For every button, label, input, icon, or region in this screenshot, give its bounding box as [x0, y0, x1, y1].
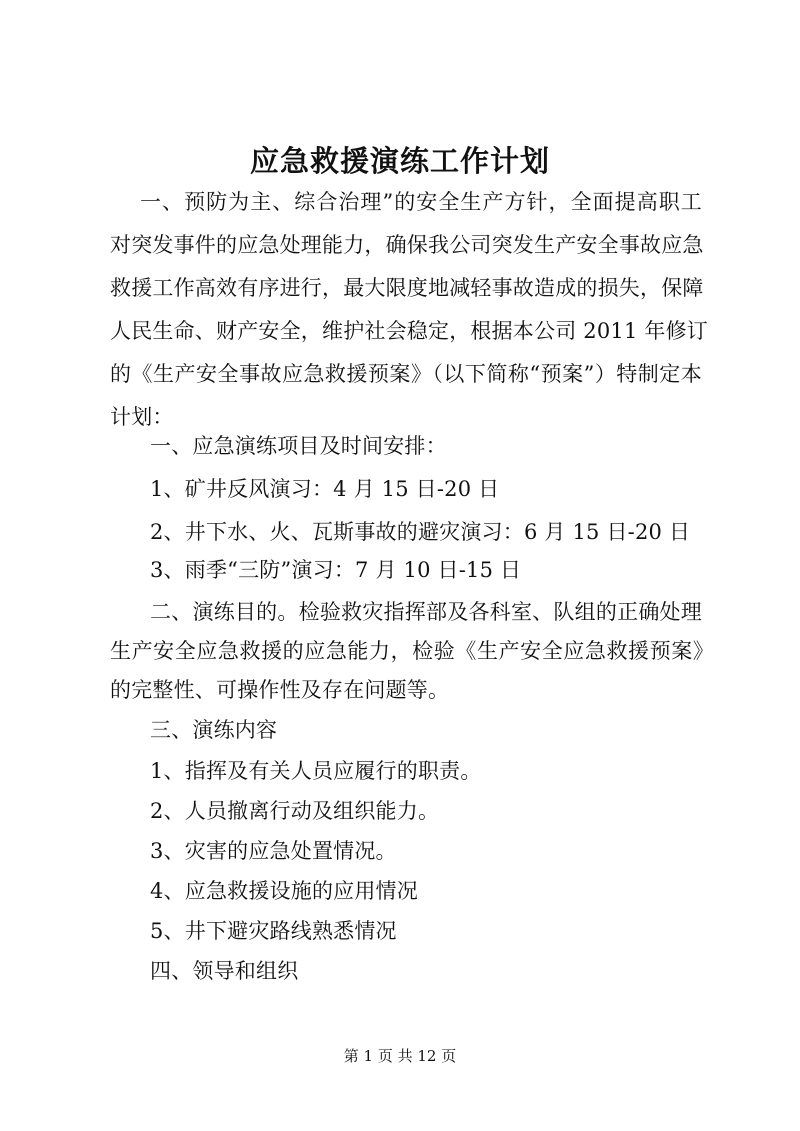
- page-number-footer: 第 1 页 共 12 页: [343, 1047, 457, 1065]
- section3-item-2: 2、人员撤离行动及组织能力。: [150, 799, 440, 823]
- section1-heading: 一、应急演练项目及时间安排：: [150, 434, 447, 458]
- document-title: 应急救援演练工作计划: [249, 144, 550, 178]
- intro-line-1: 一、预防为主、综合治理”的安全生产方针，全面提高职工: [140, 190, 702, 214]
- section2-line-2: 生产安全应急救援的应急能力，检验《生产安全应急救援预案》: [110, 639, 714, 663]
- section1-item-2: 2、井下水、火、瓦斯事故的避灾演习：6 月 15 日-20 日: [150, 520, 691, 544]
- section1-item-1: 1、矿井反风演习：4 月 15 日-20 日: [150, 477, 500, 501]
- intro-line-3: 救援工作高效有序进行，最大限度地减轻事故造成的损失，保障: [110, 276, 704, 300]
- section3-item-4: 4、应急救援设施的应用情况: [150, 879, 418, 903]
- section2-line-1: 二、演练目的。检验救灾指挥部及各科室、队组的正确处理: [150, 600, 702, 624]
- section2-line-3: 的完整性、可操作性及存在问题等。: [110, 678, 450, 702]
- section3-heading: 三、演练内容: [150, 718, 278, 742]
- section3-item-5: 5、井下避灾路线熟悉情况: [150, 919, 397, 943]
- intro-line-4: 人民生命、财产安全，维护社会稳定，根据本公司 2011 年修订: [110, 319, 708, 343]
- section3-item-3: 3、灾害的应急处置情况。: [150, 839, 397, 863]
- intro-line-2: 对突发事件的应急处理能力，确保我公司突发生产安全事故应急: [110, 233, 704, 257]
- intro-line-5: 的《生产安全事故应急救援预案》（以下简称“预案”）特制定本: [110, 362, 702, 386]
- section4-heading: 四、领导和组织: [150, 959, 299, 983]
- intro-line-6: 计划：: [110, 405, 174, 429]
- section1-item-3: 3、雨季“三防”演习：7 月 10 日-15 日: [150, 558, 522, 582]
- section3-item-1: 1、指挥及有关人员应履行的职责。: [150, 759, 482, 783]
